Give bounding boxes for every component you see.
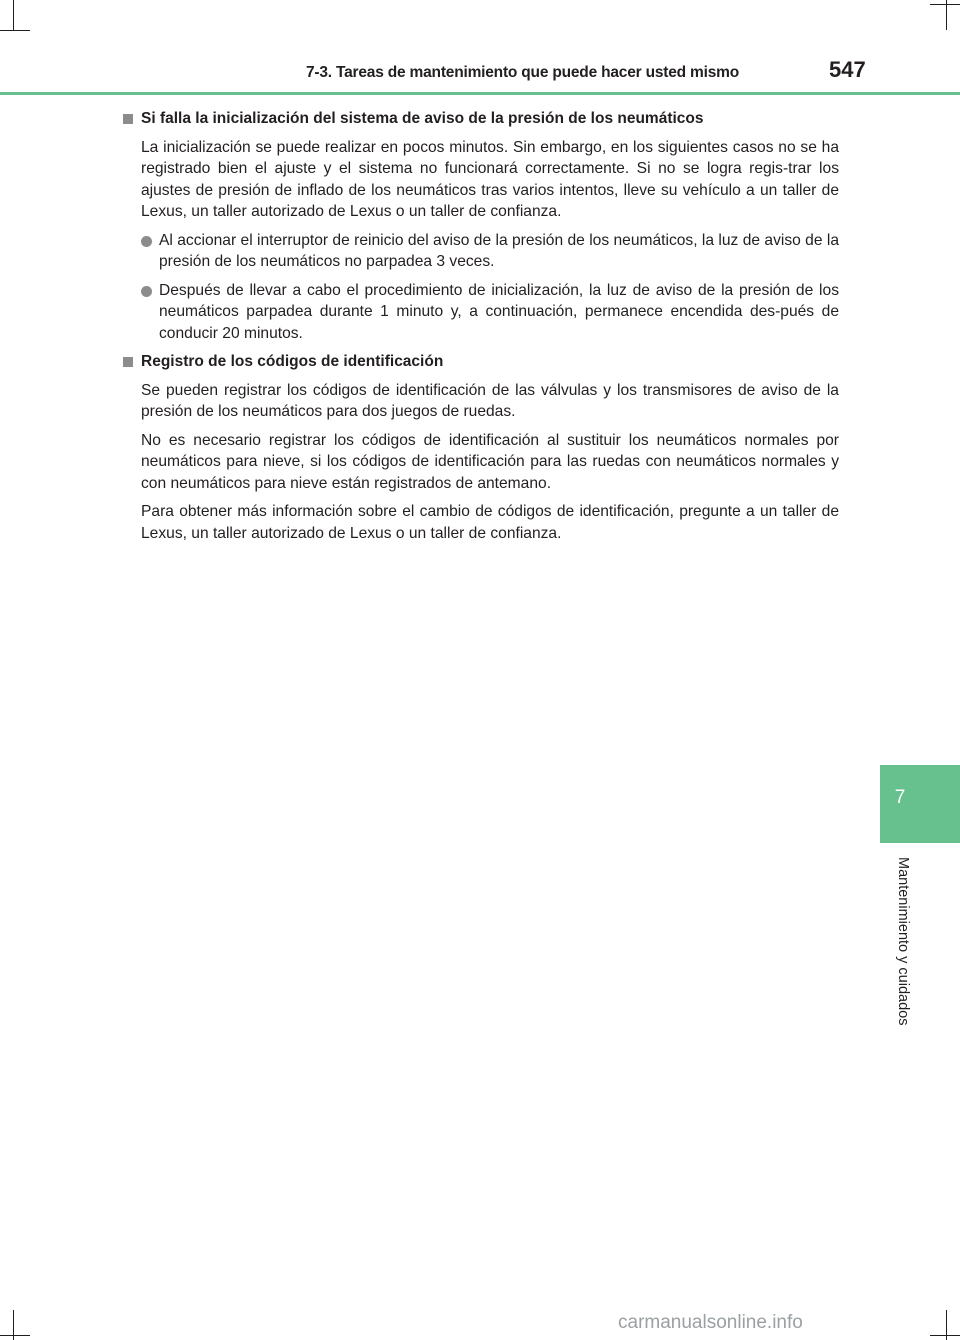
chapter-header-title: 7-3. Tareas de mantenimiento que puede hacer usted mismo	[306, 64, 739, 81]
header-rule	[0, 92, 960, 95]
list-item	[159, 280, 839, 345]
section-heading-text: Registro de los códigos de identificación	[141, 353, 444, 370]
section-heading	[121, 108, 839, 130]
circle-bullet-icon	[141, 286, 152, 297]
body-paragraph: La inicialización se puede realizar en pocos minutos. Sin embargo, en los siguientes casos no se ha registrado bien el ajuste y el sistema no funcionará correctamente. Si no se logra regis-trar los ajustes de presión de inflado de los neumáticos tras varios intentos, lleve su vehículo a un taller de Lexus, un taller autorizado de Lexus o un taller de confianza.	[141, 138, 839, 220]
circle-bullet-icon	[141, 236, 152, 247]
main-content	[121, 108, 839, 551]
list-item-text: Después de llevar a cabo el procedimiento de inicialización, la luz de aviso de la presión de los neumáticos parpadea durante 1 minuto y, a continuación, permanece encendida des-pués de conducir 20 minutos.	[159, 281, 839, 342]
crop-mark-top-left-v	[13, 0, 14, 30]
section-heading-text: Si falla la inicialización del sistema de aviso de la presión de los neumáticos	[141, 110, 704, 127]
chapter-label: Mantenimiento y cuidados	[895, 857, 911, 1026]
crop-mark-top-right-h	[930, 4, 960, 5]
square-bullet-icon	[123, 357, 133, 367]
crop-mark-bottom-left-h	[0, 1335, 30, 1336]
crop-mark-top-left-h	[0, 30, 30, 31]
body-paragraph: Se pueden registrar los códigos de identificación de las válvulas y los transmisores de aviso de la presión de los neumáticos para dos juegos de ruedas.	[141, 381, 839, 420]
body-paragraph: Para obtener más información sobre el cambio de códigos de identificación, pregunte a un taller de Lexus, un taller autorizado de Lexus o un taller de confianza.	[141, 503, 839, 542]
body-paragraph: No es necesario registrar los códigos de identificación al sustituir los neumáticos normales por neumáticos para nieve, si los códigos de identificación para las ruedas con neumáticos normales y con neumáticos para nieve están registrados de antemano.	[141, 431, 839, 492]
square-bullet-icon	[123, 114, 133, 124]
chapter-number: 7	[894, 787, 906, 808]
chapter-tab	[880, 765, 960, 843]
page-number: 547	[829, 57, 866, 82]
crop-mark-bottom-right-h	[930, 1335, 960, 1336]
list-item-text: Al accionar el interruptor de reinicio del aviso de la presión de los neumáticos, la luz de aviso de la presión de los neumáticos no parpadea 3 veces.	[159, 231, 839, 270]
list-item	[159, 230, 839, 273]
watermark-text: carmanualsonline.info	[618, 1312, 803, 1333]
section-heading	[121, 351, 839, 373]
